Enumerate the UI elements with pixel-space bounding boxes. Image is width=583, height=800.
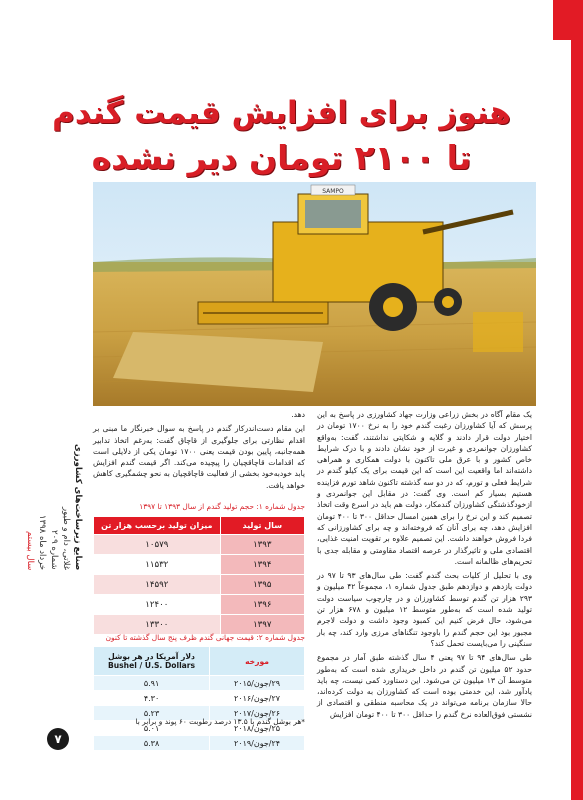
table1-caption: جدول شماره ۱: حجم تولید گندم از سال ۱۳۹۳ تا ۱۳۹۷	[139, 502, 305, 511]
page-number: ۷	[47, 728, 69, 750]
table-cell-price: ۵.۹۱	[94, 676, 210, 691]
table-cell-date: ۲۶/جون/۲۰۱۷	[210, 706, 305, 721]
table-cell-price: ۵.۰۱	[94, 721, 210, 736]
table2-header-price-en: Bushel / U.S. Dollars	[107, 661, 196, 670]
issue-number: شماره ۲۰۹	[49, 530, 59, 570]
table-cell-year: ۱۳۹۳	[220, 535, 304, 555]
magazine-name: صنایع زیرساخت‌های کشاورزی	[73, 443, 83, 570]
table-row	[94, 615, 305, 635]
article-column-left	[93, 409, 305, 494]
table-cell-date: ۲۷/جون/۲۰۱۶	[210, 691, 305, 706]
table-row	[94, 676, 305, 691]
table-cell-year: ۱۳۹۷	[220, 615, 304, 635]
table2-caption: جدول شماره ۲: قیمت جهانی گندم ظرف پنج سال گذشته تا کنون	[105, 633, 305, 642]
headline-line-1: هنوز برای افزایش قیمت گندم	[52, 95, 511, 131]
table2-header-date: مورخه	[210, 647, 305, 676]
table-cell-date: ۲۴/جون/۲۰۱۹	[210, 736, 305, 751]
table-cell-date: ۲۵/جون/۲۰۱۸	[210, 721, 305, 736]
table-cell-value: ۱۴۵۹۲	[94, 575, 221, 595]
table-row	[94, 691, 305, 706]
table-cell-price: ۴.۳۰	[94, 691, 210, 706]
paragraph: یک مقام آگاه در بخش زراعی وزارت جهاد کشاورزی در پاسخ به این پرسش که آیا کشاورزان رغبت گندم خود را به نرخ ۱۷۰۰ تومان در اختیار دولت قرار دادند و گلایه و شکایتی نداشتند، گفت: به‌واقع کشاورزان جوانمردی و غیرت از خود نشان دادند و با درک شرایط خاص کشور و با عرق ملی تاکنون با دولت همکاری و همراهی داشته‌اند اما واقعیت این است که این قیمت برای یک کیلو گندم در شرایط فعلی و تورم، که در دو سه گذشته تاکنون شاهد تورم فزاینده هستیم بسیار کم است. وی گفت: در مقابل این جوانمردی و ازخودگذشتگی کشاورزان گندمکار، دولت هم باید در اسرع وقت اتخاذ تصمیم کند و این نرخ را برای همین امسال حداقل ۳۰۰ تا ۴۰۰ تومان افزایش دهد، چه برای آنان که فروخته‌اند و چه برای کشاورزانی که فردا فروش خواهند داشت. این تصمیم علاوه بر تقویت امنیت غذایی، اقتصادی ملی و تاثیرگذار در عرصه اقتصاد مقاومتی و مقابله جدی با تحریم‌های ظالمانه است.	[317, 410, 532, 566]
volume-year: سال بیستم	[25, 530, 35, 570]
table-row	[94, 535, 305, 555]
table2-header-price-fa: دلار آمریکا در هر بوشل	[108, 652, 195, 661]
table-row	[94, 736, 305, 751]
issue-date: خرداد ماه ۱۳۹۸	[37, 514, 47, 570]
table-cell-value: ۱۲۴۰۰	[94, 595, 221, 615]
table-cell-year: ۱۳۹۴	[220, 555, 304, 575]
table-cell-year: ۱۳۹۶	[220, 595, 304, 615]
paragraph: طی سال‌های ۹۴ تا ۹۷ یعنی ۴ سال گذشته طبق آمار در مجموع حدود ۵۲ میلیون تن گندم در داخل خریداری شده است که به‌طور متوسط آن ۱۳ میلیون تن می‌شود. این دستاورد کمی نیست، چه باید یادآور شد، این خدمتی بوده است که کشاورزان به دولت کرده‌اند، حالا سازمان برنامه می‌تواند در یک محاسبه منطقی و اقتصادی از نشستی فوق‌العاده نرخ گندم را حداقل ۳۰۰ تا ۴۰۰ تومان افزایش	[317, 653, 532, 719]
table1-header-year: سال تولید	[220, 517, 304, 535]
table-cell-value: ۱۰۵۷۹	[94, 535, 221, 555]
wheat-production-table	[93, 516, 305, 635]
red-edge-bar	[571, 0, 583, 800]
issue-sidebar	[25, 270, 84, 570]
headline-line-2: تا ۲۱۰۰ تومان دیر نشده	[91, 138, 472, 177]
table-cell-value: ۱۱۵۳۲	[94, 555, 221, 575]
red-corner-block	[553, 0, 583, 40]
table-cell-date: ۲۹/جون/۲۰۱۵	[210, 676, 305, 691]
table-row	[94, 575, 305, 595]
table2-header-price	[94, 647, 210, 676]
table-cell-year: ۱۳۹۵	[220, 575, 304, 595]
table1-header-amount: میزان تولید برحسب هزار تن	[94, 517, 221, 535]
section-name: غلاتی، دام و طیور	[61, 506, 71, 570]
combine-brand-text: SAMPO	[322, 188, 344, 195]
article-column-right	[317, 409, 532, 723]
wheat-price-table	[93, 646, 305, 751]
table-cell-price: ۵.۳۸	[94, 736, 210, 751]
paragraph: این مقام دست‌اندرکار گندم در پاسخ به سوال خبرنگار ما مبنی بر اقدام نظارتی برای جلوگیری از قاچاق گفت: به‌رغم اتخاذ تدابیر همه‌جانبه، پایین بودن قیمت یعنی ۱۷۰۰ تومان یکی از دلایلی است که اقدامات قاچاقچیان را پیچیده می‌کند. اگر قیمت گندم افزایش یابد خودبه‌خود بخشی از فعالیت قاچاقچیان به نحو چشمگیری کاهش خواهد یافت.	[93, 424, 305, 490]
wheat-field-illustration	[93, 182, 536, 406]
table2-footnote: *هر بوشل گندم با ۱۳.۵ درصد رطوبت ۶۰ پوند و برابر با	[135, 717, 305, 726]
table-row	[94, 555, 305, 575]
paragraph: دهد.	[291, 410, 305, 419]
table-cell-value: ۱۳۳۰۰	[94, 615, 221, 635]
table-cell-price: ۵.۲۳	[94, 706, 210, 721]
combine-harvester-photo	[93, 182, 536, 406]
paragraph: وی با تحلیل از کلیات بحث گندم گفت: طی سال‌های ۹۳ تا ۹۷ در دولت یازدهم و دوازدهم طبق جدول شماره ۱، مجموعاً ۴۲ میلیون و ۲۹۳ هزار تن گندم توسط کشاورزان و در چارچوب سیاست دولت تولید شده است که به‌طور متوسط ۱۲ میلیون و ۶۷۸ هزار تن می‌شود، حال فرض کنیم این کمبود وجود داشت و دولت لاجرم مجبور بود این حجم گندم را باوجود تنگناهای مرزی وارد کند، چه بار سنگینی را می‌بایست تحمل کند؟	[317, 571, 532, 648]
table-row	[94, 595, 305, 615]
